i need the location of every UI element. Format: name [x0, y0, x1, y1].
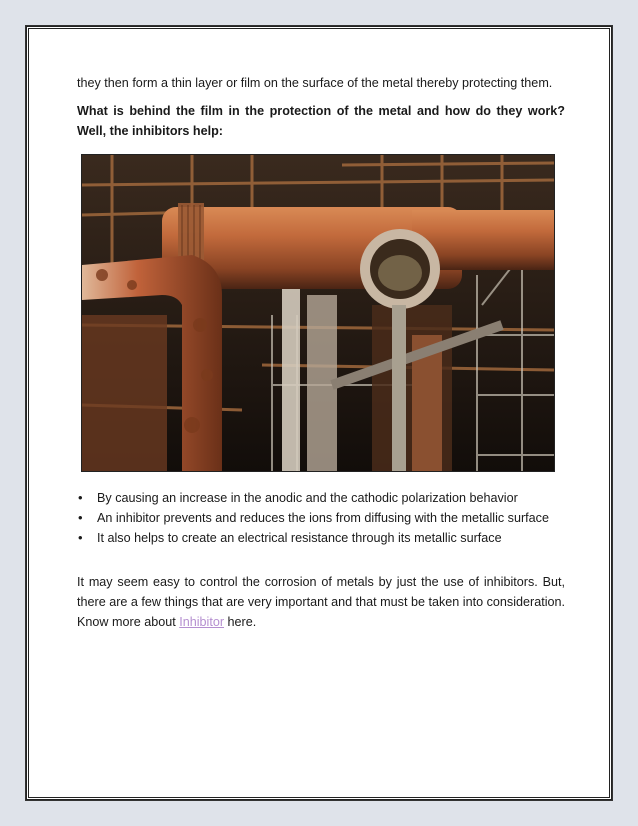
list-item: • By causing an increase in the anodic and the cathodic polarization behavior — [77, 488, 565, 508]
bullet-icon: • — [78, 510, 83, 525]
intro-paragraph: they then form a thin layer or film on the surface of the metal thereby protecting them. — [77, 76, 553, 90]
question-heading: What is behind the film in the protection of the metal and how do they work? Well, the inhibitors help: — [77, 104, 565, 138]
document-page — [26, 26, 612, 800]
inhibitor-bullet-list — [77, 488, 565, 548]
rusted-pipes-photo — [81, 154, 555, 472]
bullet-icon: • — [78, 490, 83, 505]
inhibitor-link[interactable]: Inhibitor — [179, 615, 225, 629]
list-item: • It also helps to create an electrical resistance through its metallic surface — [77, 528, 565, 548]
list-item: • An inhibitor prevents and reduces the ions from diffusing with the metallic surface — [77, 508, 565, 528]
bullet-icon: • — [78, 530, 83, 545]
closing-paragraph: It may seem easy to control the corrosion of metals by just the use of inhibitors. But, there are a few things that are very important and that must be taken into consideration. Know more about Inhibitor here. — [77, 575, 565, 629]
page-content — [77, 73, 565, 632]
